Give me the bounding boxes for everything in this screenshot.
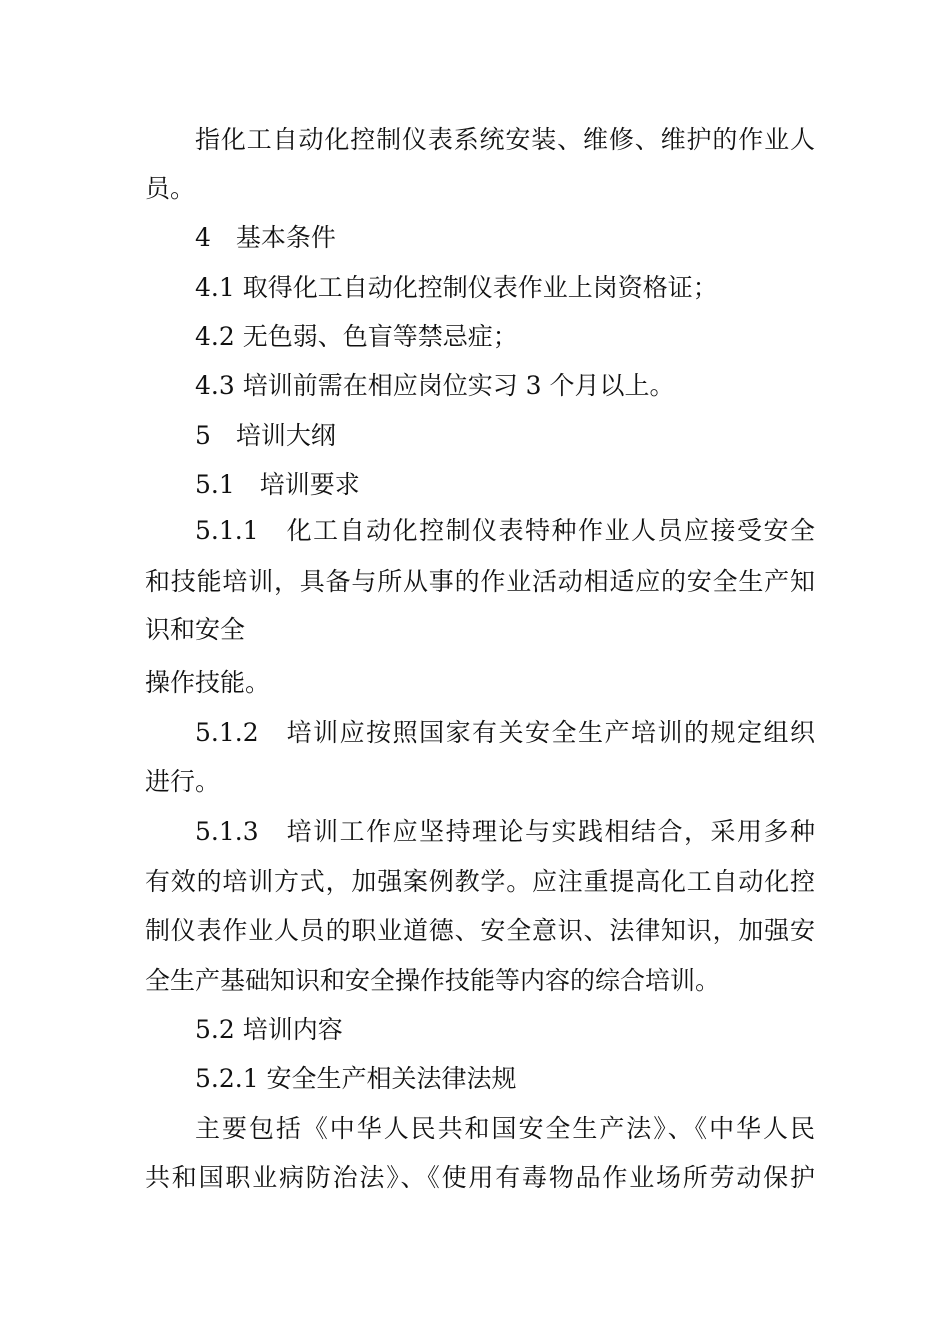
list-item: 4.2 无色弱、色盲等禁忌症； [195,322,518,351]
paragraph-line: 员。 [145,174,196,203]
paragraph-line: 全生产基础知识和安全操作技能等内容的综合培训。 [145,966,721,995]
paragraph-line: 操作技能。 [145,668,271,697]
subsection-heading: 5.2 培训内容 [195,1015,343,1044]
paragraph-line: 5.1.2 培训应按照国家有关安全生产培训的规定组织 [195,718,815,747]
paragraph-line: 进行。 [145,767,221,796]
paragraph-line: 识和安全 [145,615,246,644]
paragraph-line: 5.1.1 化工自动化控制仪表特种作业人员应接受安全 [195,516,815,545]
list-item: 4.3 培训前需在相应岗位实习 3 个月以上。 [195,371,675,400]
paragraph-line: 和技能培训，具备与所从事的作业活动相适应的安全生产知 [145,567,815,596]
section-heading: 4 基本条件 [195,223,336,252]
paragraph-line: 有效的培训方式，加强案例教学。应注重提高化工自动化控 [145,867,815,896]
paragraph-line: 制仪表作业人员的职业道德、安全意识、法律知识，加强安 [145,916,815,945]
paragraph-line: 共和国职业病防治法》、《使用有毒物品作业场所劳动保护 [145,1163,815,1192]
paragraph-line: 5.1.3 培训工作应坚持理论与实践相结合，采用多种 [195,817,815,846]
paragraph-line: 指化工自动化控制仪表系统安装、维修、维护的作业人 [195,125,815,154]
paragraph-line: 主要包括《中华人民共和国安全生产法》、《中华人民 [195,1114,815,1143]
subsection-heading: 5.2.1 安全生产相关法律法规 [195,1064,517,1093]
list-item: 4.1 取得化工自动化控制仪表作业上岗资格证； [195,273,718,302]
subsection-heading: 5.1 培训要求 [195,470,360,499]
section-heading: 5 培训大纲 [195,421,336,450]
